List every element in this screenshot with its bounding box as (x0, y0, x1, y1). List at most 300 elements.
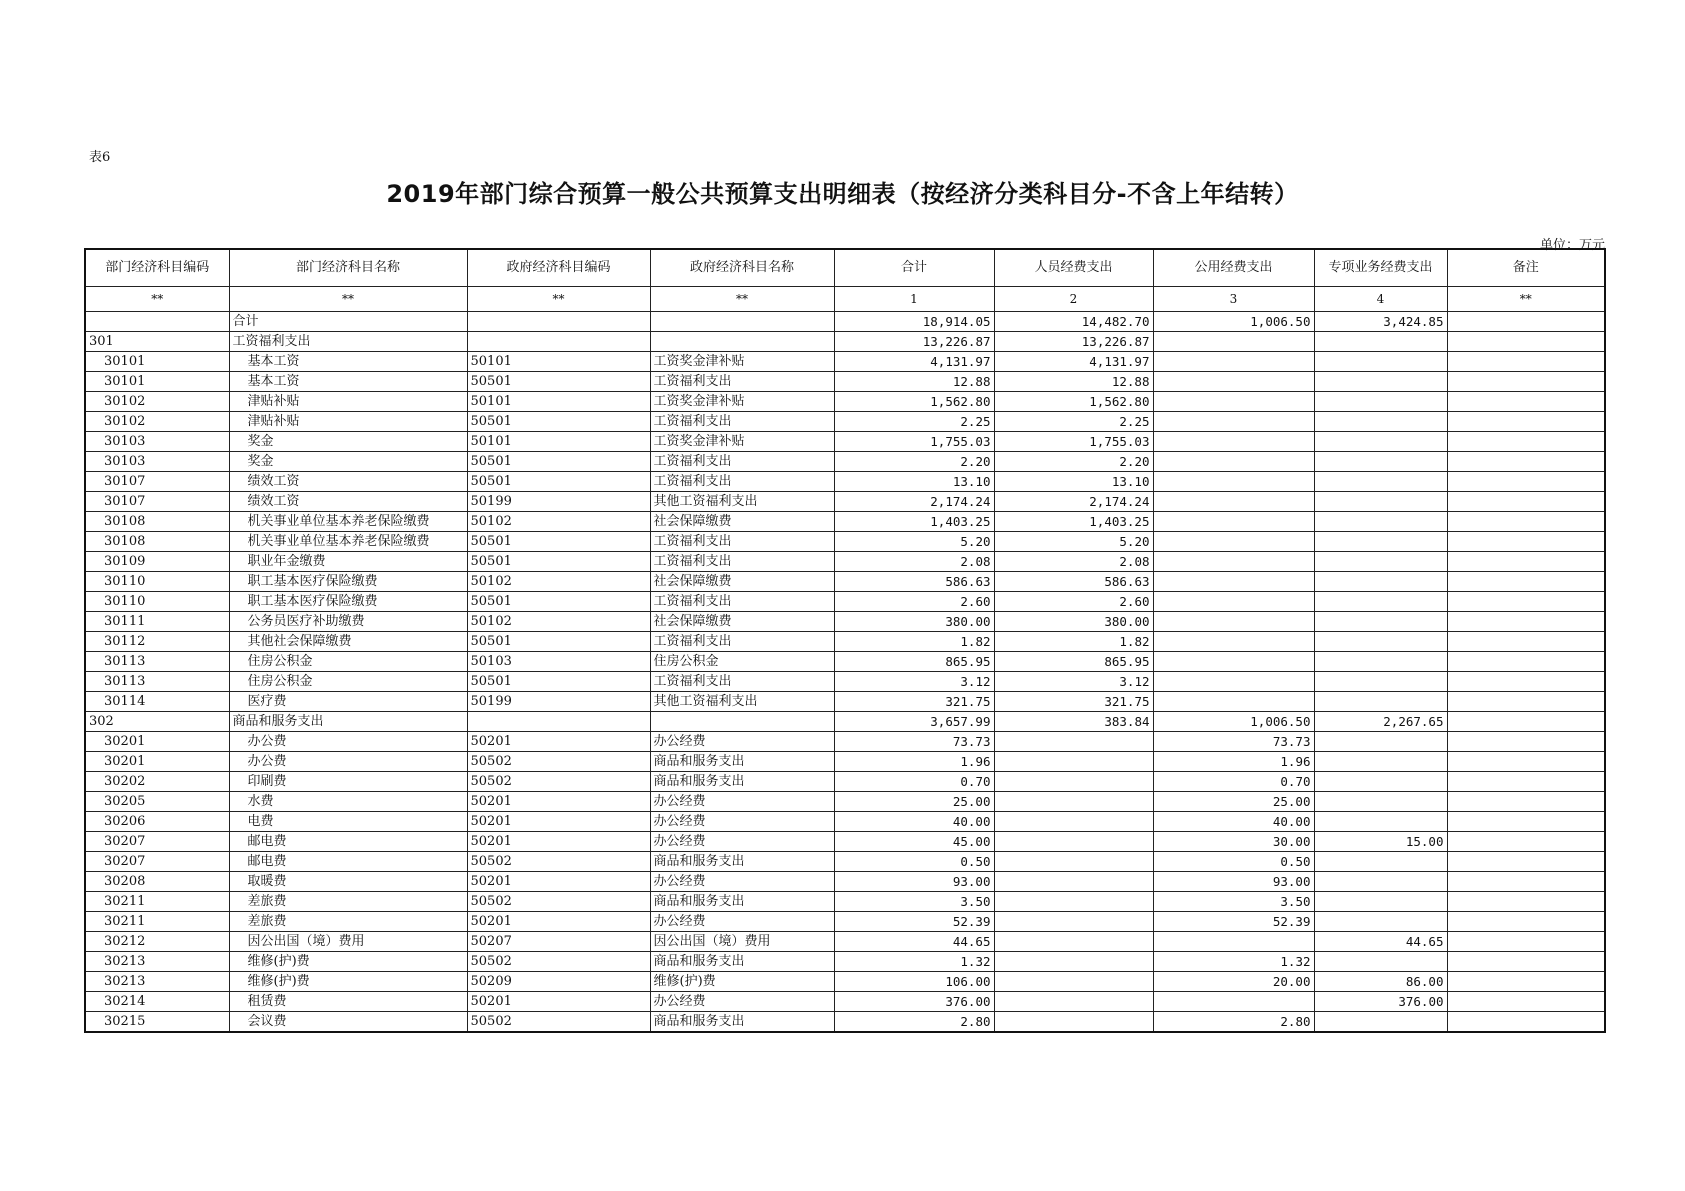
dept-code-cell: 30211 (85, 892, 229, 912)
total-cell: 13.10 (834, 472, 994, 492)
public-cell: 30.00 (1153, 832, 1314, 852)
gov-name-cell: 工资福利支出 (650, 672, 834, 692)
table-row (85, 592, 1605, 612)
table-row (85, 432, 1605, 452)
personnel-cell: 14,482.70 (994, 312, 1153, 332)
public-cell (1153, 992, 1314, 1012)
gov-name-cell: 办公经费 (650, 792, 834, 812)
gov-name-cell (650, 712, 834, 732)
gov-name-cell: 其他工资福利支出 (650, 492, 834, 512)
remark-cell (1447, 592, 1605, 612)
public-cell (1153, 532, 1314, 552)
dept-name-cell: 印刷费 (229, 772, 467, 792)
dept-code-cell: 30101 (85, 372, 229, 392)
total-cell: 1.96 (834, 752, 994, 772)
header-row (85, 249, 1605, 287)
dept-name-cell: 机关事业单位基本养老保险缴费 (229, 532, 467, 552)
public-cell (1153, 372, 1314, 392)
subheader-cell: 4 (1314, 287, 1447, 312)
dept-name-cell: 办公费 (229, 752, 467, 772)
personnel-cell: 1.82 (994, 632, 1153, 652)
personnel-cell (994, 732, 1153, 752)
total-cell: 13,226.87 (834, 332, 994, 352)
dept-code-cell: 30108 (85, 532, 229, 552)
table-row (85, 372, 1605, 392)
public-cell (1153, 332, 1314, 352)
table-row (85, 972, 1605, 992)
subheader-cell: 1 (834, 287, 994, 312)
gov-code-cell: 50501 (467, 532, 650, 552)
table-row (85, 632, 1605, 652)
gov-name-cell (650, 312, 834, 332)
personnel-cell: 1,403.25 (994, 512, 1153, 532)
special-cell: 15.00 (1314, 832, 1447, 852)
dept-name-cell: 职工基本医疗保险缴费 (229, 592, 467, 612)
gov-code-cell: 50101 (467, 392, 650, 412)
total-cell: 1.82 (834, 632, 994, 652)
public-cell (1153, 392, 1314, 412)
public-cell: 1.96 (1153, 752, 1314, 772)
unit-label: 单位：万元 (1539, 238, 1605, 253)
dept-name-cell: 绩效工资 (229, 472, 467, 492)
personnel-cell: 2.08 (994, 552, 1153, 572)
gov-code-cell: 50502 (467, 892, 650, 912)
personnel-cell (994, 772, 1153, 792)
gov-code-cell: 50501 (467, 452, 650, 472)
table-row (85, 672, 1605, 692)
dept-code-cell: 30205 (85, 792, 229, 812)
dept-name-cell: 电费 (229, 812, 467, 832)
gov-name-cell: 社会保障缴费 (650, 612, 834, 632)
public-cell: 25.00 (1153, 792, 1314, 812)
special-cell (1314, 912, 1447, 932)
special-cell (1314, 652, 1447, 672)
header-special: 专项业务经费支出 (1314, 249, 1447, 287)
remark-cell (1447, 932, 1605, 952)
special-cell (1314, 332, 1447, 352)
table-row (85, 552, 1605, 572)
public-cell: 73.73 (1153, 732, 1314, 752)
dept-name-cell: 取暖费 (229, 872, 467, 892)
special-cell (1314, 772, 1447, 792)
dept-code-cell: 302 (85, 712, 229, 732)
personnel-cell: 1,562.80 (994, 392, 1153, 412)
gov-code-cell: 50201 (467, 912, 650, 932)
total-cell: 2.60 (834, 592, 994, 612)
total-cell: 1,562.80 (834, 392, 994, 412)
gov-name-cell: 工资奖金津补贴 (650, 352, 834, 372)
gov-code-cell: 50501 (467, 412, 650, 432)
remark-cell (1447, 772, 1605, 792)
total-cell: 2,174.24 (834, 492, 994, 512)
dept-code-cell: 30213 (85, 972, 229, 992)
header-total: 合计 (834, 249, 994, 287)
personnel-cell: 383.84 (994, 712, 1153, 732)
total-cell: 3,657.99 (834, 712, 994, 732)
table-row (85, 872, 1605, 892)
total-cell: 0.50 (834, 852, 994, 872)
gov-code-cell: 50502 (467, 1012, 650, 1033)
dept-code-cell: 30108 (85, 512, 229, 532)
total-cell: 44.65 (834, 932, 994, 952)
remark-cell (1447, 652, 1605, 672)
gov-name-cell: 因公出国（境）费用 (650, 932, 834, 952)
total-cell: 586.63 (834, 572, 994, 592)
header-dept-code: 部门经济科目编码 (85, 249, 229, 287)
dept-code-cell: 30201 (85, 732, 229, 752)
remark-cell (1447, 452, 1605, 472)
gov-code-cell: 50201 (467, 792, 650, 812)
dept-name-cell: 办公费 (229, 732, 467, 752)
gov-name-cell: 住房公积金 (650, 652, 834, 672)
remark-cell (1447, 432, 1605, 452)
total-cell: 3.50 (834, 892, 994, 912)
total-cell: 0.70 (834, 772, 994, 792)
gov-name-cell: 商品和服务支出 (650, 752, 834, 772)
gov-name-cell: 办公经费 (650, 912, 834, 932)
dept-name-cell: 因公出国（境）费用 (229, 932, 467, 952)
table-row (85, 652, 1605, 672)
table-row (85, 992, 1605, 1012)
gov-name-cell: 商品和服务支出 (650, 892, 834, 912)
public-cell (1153, 572, 1314, 592)
table-row (85, 852, 1605, 872)
total-cell: 2.80 (834, 1012, 994, 1033)
personnel-cell (994, 952, 1153, 972)
dept-name-cell: 基本工资 (229, 372, 467, 392)
gov-code-cell: 50201 (467, 992, 650, 1012)
dept-name-cell: 水费 (229, 792, 467, 812)
budget-detail-table (84, 248, 1606, 1033)
gov-name-cell: 办公经费 (650, 812, 834, 832)
dept-code-cell: 30103 (85, 432, 229, 452)
public-cell: 93.00 (1153, 872, 1314, 892)
special-cell (1314, 672, 1447, 692)
gov-name-cell: 办公经费 (650, 832, 834, 852)
public-cell: 52.39 (1153, 912, 1314, 932)
remark-cell (1447, 992, 1605, 1012)
public-cell (1153, 472, 1314, 492)
gov-code-cell: 50502 (467, 772, 650, 792)
dept-code-cell: 30107 (85, 492, 229, 512)
table-row (85, 952, 1605, 972)
remark-cell (1447, 952, 1605, 972)
gov-code-cell (467, 332, 650, 352)
total-cell: 93.00 (834, 872, 994, 892)
gov-name-cell: 社会保障缴费 (650, 512, 834, 532)
gov-name-cell: 工资福利支出 (650, 372, 834, 392)
dept-name-cell: 津贴补贴 (229, 392, 467, 412)
gov-name-cell: 商品和服务支出 (650, 1012, 834, 1033)
gov-name-cell: 工资福利支出 (650, 412, 834, 432)
remark-cell (1447, 352, 1605, 372)
table-row (85, 312, 1605, 332)
table-row (85, 612, 1605, 632)
table-row (85, 512, 1605, 532)
gov-name-cell: 维修(护)费 (650, 972, 834, 992)
gov-code-cell: 50502 (467, 952, 650, 972)
remark-cell (1447, 412, 1605, 432)
personnel-cell: 13,226.87 (994, 332, 1153, 352)
special-cell (1314, 872, 1447, 892)
remark-cell (1447, 892, 1605, 912)
gov-name-cell: 其他工资福利支出 (650, 692, 834, 712)
personnel-cell: 2,174.24 (994, 492, 1153, 512)
public-cell (1153, 592, 1314, 612)
table-row (85, 772, 1605, 792)
public-cell (1153, 672, 1314, 692)
header-personnel: 人员经费支出 (994, 249, 1153, 287)
dept-code-cell: 30102 (85, 412, 229, 432)
gov-name-cell: 办公经费 (650, 872, 834, 892)
gov-code-cell: 50502 (467, 852, 650, 872)
personnel-cell (994, 972, 1153, 992)
dept-code-cell: 30113 (85, 672, 229, 692)
personnel-cell (994, 992, 1153, 1012)
public-cell: 1,006.50 (1153, 712, 1314, 732)
header-gov-code: 政府经济科目编码 (467, 249, 650, 287)
personnel-cell: 2.20 (994, 452, 1153, 472)
remark-cell (1447, 532, 1605, 552)
personnel-cell: 12.88 (994, 372, 1153, 392)
public-cell: 2.80 (1153, 1012, 1314, 1033)
dept-code-cell: 30109 (85, 552, 229, 572)
dept-name-cell: 差旅费 (229, 892, 467, 912)
special-cell (1314, 512, 1447, 532)
dept-code-cell: 30211 (85, 912, 229, 932)
public-cell (1153, 432, 1314, 452)
personnel-cell: 13.10 (994, 472, 1153, 492)
dept-name-cell: 医疗费 (229, 692, 467, 712)
special-cell (1314, 612, 1447, 632)
remark-cell (1447, 732, 1605, 752)
dept-name-cell: 职业年金缴费 (229, 552, 467, 572)
gov-code-cell: 50201 (467, 732, 650, 752)
special-cell (1314, 352, 1447, 372)
public-cell (1153, 612, 1314, 632)
dept-code-cell: 30112 (85, 632, 229, 652)
remark-cell (1447, 832, 1605, 852)
dept-code-cell: 30114 (85, 692, 229, 712)
remark-cell (1447, 612, 1605, 632)
gov-code-cell: 50102 (467, 512, 650, 532)
public-cell: 1,006.50 (1153, 312, 1314, 332)
remark-cell (1447, 672, 1605, 692)
personnel-cell: 2.60 (994, 592, 1153, 612)
special-cell: 44.65 (1314, 932, 1447, 952)
special-cell (1314, 392, 1447, 412)
total-cell: 380.00 (834, 612, 994, 632)
total-cell: 12.88 (834, 372, 994, 392)
remark-cell (1447, 972, 1605, 992)
header-gov-name: 政府经济科目名称 (650, 249, 834, 287)
gov-code-cell: 50501 (467, 552, 650, 572)
total-cell: 376.00 (834, 992, 994, 1012)
total-cell: 106.00 (834, 972, 994, 992)
dept-code-cell: 30111 (85, 612, 229, 632)
gov-code-cell: 50501 (467, 372, 650, 392)
total-cell: 25.00 (834, 792, 994, 812)
table-row (85, 792, 1605, 812)
public-cell (1153, 412, 1314, 432)
dept-name-cell: 津贴补贴 (229, 412, 467, 432)
gov-name-cell: 商品和服务支出 (650, 952, 834, 972)
table-row (85, 892, 1605, 912)
dept-name-cell: 基本工资 (229, 352, 467, 372)
remark-cell (1447, 1012, 1605, 1033)
gov-code-cell: 50101 (467, 352, 650, 372)
table-row (85, 572, 1605, 592)
table-row (85, 452, 1605, 472)
gov-code-cell: 50201 (467, 832, 650, 852)
subheader-cell: ** (1447, 287, 1605, 312)
subheader-cell: ** (229, 287, 467, 312)
dept-code-cell: 30206 (85, 812, 229, 832)
special-cell (1314, 792, 1447, 812)
personnel-cell (994, 852, 1153, 872)
gov-code-cell: 50201 (467, 812, 650, 832)
table-row (85, 812, 1605, 832)
dept-code-cell: 30213 (85, 952, 229, 972)
total-cell: 52.39 (834, 912, 994, 932)
gov-name-cell: 工资福利支出 (650, 472, 834, 492)
header-dept-name: 部门经济科目名称 (229, 249, 467, 287)
gov-code-cell: 50199 (467, 492, 650, 512)
public-cell (1153, 692, 1314, 712)
gov-name-cell: 工资福利支出 (650, 532, 834, 552)
gov-code-cell: 50501 (467, 672, 650, 692)
dept-name-cell: 商品和服务支出 (229, 712, 467, 732)
subheader-cell: 2 (994, 287, 1153, 312)
subheader-cell: ** (467, 287, 650, 312)
special-cell (1314, 532, 1447, 552)
special-cell: 2,267.65 (1314, 712, 1447, 732)
special-cell (1314, 472, 1447, 492)
personnel-cell (994, 792, 1153, 812)
table-row (85, 1012, 1605, 1033)
personnel-cell (994, 892, 1153, 912)
total-cell: 865.95 (834, 652, 994, 672)
total-cell: 2.25 (834, 412, 994, 432)
special-cell (1314, 952, 1447, 972)
gov-code-cell: 50207 (467, 932, 650, 952)
table-row (85, 532, 1605, 552)
gov-name-cell (650, 332, 834, 352)
gov-code-cell (467, 712, 650, 732)
personnel-cell: 3.12 (994, 672, 1153, 692)
subheader-cell: ** (85, 287, 229, 312)
public-cell (1153, 652, 1314, 672)
dept-name-cell: 工资福利支出 (229, 332, 467, 352)
dept-name-cell: 差旅费 (229, 912, 467, 932)
total-cell: 1,755.03 (834, 432, 994, 452)
remark-cell (1447, 512, 1605, 532)
gov-name-cell: 工资福利支出 (650, 632, 834, 652)
dept-name-cell: 邮电费 (229, 832, 467, 852)
remark-cell (1447, 692, 1605, 712)
table-row (85, 832, 1605, 852)
subheader-cell: ** (650, 287, 834, 312)
dept-code-cell: 30110 (85, 572, 229, 592)
special-cell (1314, 432, 1447, 452)
dept-code-cell: 30202 (85, 772, 229, 792)
table-body (85, 312, 1605, 1033)
personnel-cell (994, 832, 1153, 852)
dept-code-cell: 30207 (85, 852, 229, 872)
gov-code-cell: 50209 (467, 972, 650, 992)
table-row (85, 412, 1605, 432)
remark-cell (1447, 792, 1605, 812)
special-cell (1314, 812, 1447, 832)
total-cell: 5.20 (834, 532, 994, 552)
dept-code-cell (85, 312, 229, 332)
remark-cell (1447, 632, 1605, 652)
dept-code-cell: 30107 (85, 472, 229, 492)
table-row (85, 732, 1605, 752)
total-cell: 18,914.05 (834, 312, 994, 332)
special-cell (1314, 492, 1447, 512)
total-cell: 73.73 (834, 732, 994, 752)
table-row (85, 912, 1605, 932)
special-cell (1314, 892, 1447, 912)
dept-code-cell: 30207 (85, 832, 229, 852)
gov-name-cell: 工资奖金津补贴 (650, 432, 834, 452)
gov-code-cell: 50501 (467, 592, 650, 612)
personnel-cell: 2.25 (994, 412, 1153, 432)
remark-cell (1447, 492, 1605, 512)
dept-code-cell: 30101 (85, 352, 229, 372)
personnel-cell: 321.75 (994, 692, 1153, 712)
total-cell: 45.00 (834, 832, 994, 852)
public-cell (1153, 632, 1314, 652)
remark-cell (1447, 872, 1605, 892)
special-cell (1314, 372, 1447, 392)
public-cell (1153, 552, 1314, 572)
public-cell: 20.00 (1153, 972, 1314, 992)
remark-cell (1447, 552, 1605, 572)
public-cell (1153, 352, 1314, 372)
public-cell: 3.50 (1153, 892, 1314, 912)
table-row (85, 712, 1605, 732)
special-cell (1314, 752, 1447, 772)
special-cell (1314, 852, 1447, 872)
dept-name-cell: 机关事业单位基本养老保险缴费 (229, 512, 467, 532)
table-row (85, 352, 1605, 372)
personnel-cell: 865.95 (994, 652, 1153, 672)
personnel-cell: 380.00 (994, 612, 1153, 632)
special-cell (1314, 572, 1447, 592)
gov-name-cell: 工资福利支出 (650, 452, 834, 472)
public-cell: 40.00 (1153, 812, 1314, 832)
dept-name-cell: 维修(护)费 (229, 952, 467, 972)
gov-code-cell: 50101 (467, 432, 650, 452)
dept-name-cell: 住房公积金 (229, 672, 467, 692)
table-row (85, 692, 1605, 712)
special-cell (1314, 412, 1447, 432)
personnel-cell: 4,131.97 (994, 352, 1153, 372)
gov-name-cell: 办公经费 (650, 732, 834, 752)
remark-cell (1447, 572, 1605, 592)
personnel-cell (994, 752, 1153, 772)
personnel-cell: 5.20 (994, 532, 1153, 552)
table-number-label: 表6 (89, 150, 111, 165)
dept-name-cell: 住房公积金 (229, 652, 467, 672)
gov-code-cell: 50199 (467, 692, 650, 712)
table-row (85, 332, 1605, 352)
table-row (85, 492, 1605, 512)
personnel-cell (994, 1012, 1153, 1033)
total-cell: 321.75 (834, 692, 994, 712)
